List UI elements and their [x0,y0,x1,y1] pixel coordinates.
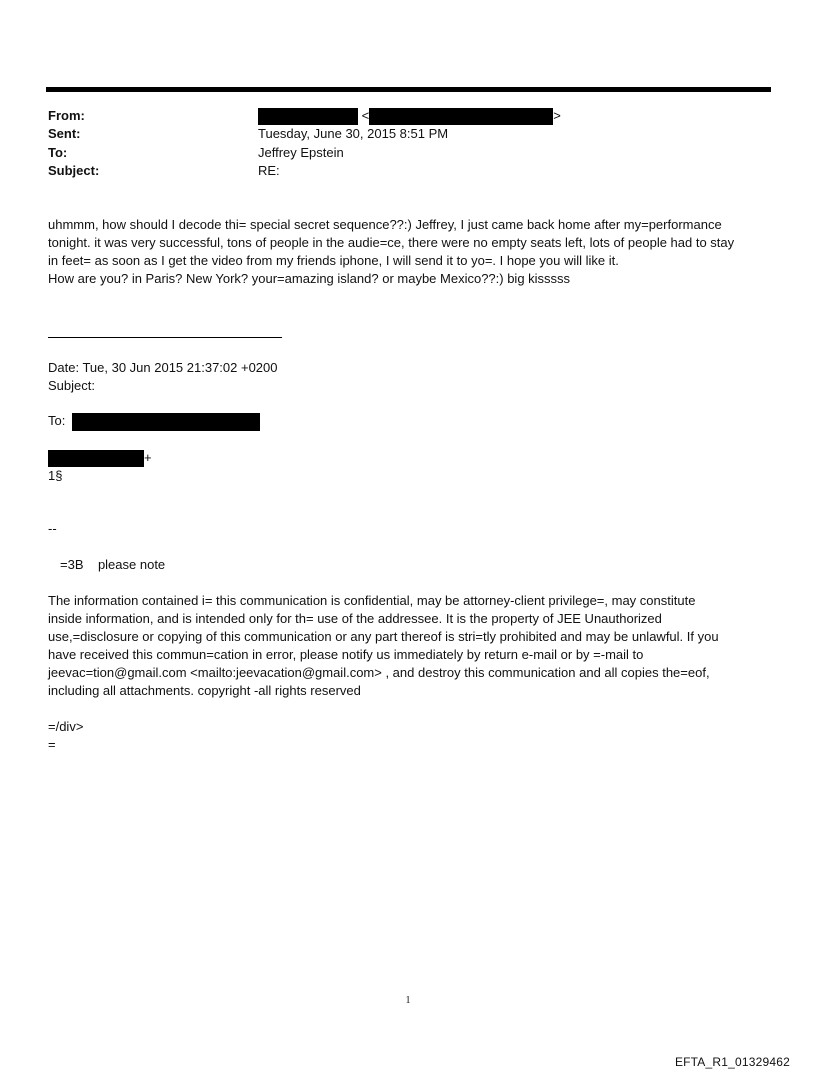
redacted-sender-name [258,108,358,125]
disclaimer-line: The information contained i= this communication is confidential, may be attorney-client privilege=, may constitute [48,593,696,608]
bates-number: EFTA_R1_01329462 [674,1055,790,1069]
to-row [48,144,768,162]
disclaimer-line: jeevac=tion@gmail.com <mailto:jeevacation@gmail.com> , and destroy this communication and all copies the=eof, [48,665,710,680]
subject-label: Subject: [48,163,100,178]
quoted-code: 1§ [48,468,63,483]
quote-separator [48,337,282,338]
message-body [48,216,758,288]
from-value [258,107,561,125]
body-line: in feet= as soon as I get the video from my friends iphone, I will send it to yo=. I hope you will like it. [48,253,619,268]
disclaimer-line: including all attachments. copyright -all rights reserved [48,683,361,698]
quoted-plus: + [144,450,152,465]
subject-row [48,162,768,180]
body-line: uhmmm, how should I decode thi= special secret sequence??:) Jeffrey, I just came back home after my=performance [48,217,722,232]
from-row [48,107,768,125]
sent-label: Sent: [48,126,81,141]
redacted-sender-email [369,108,553,125]
page-number: 1 [405,995,411,1006]
quoted-note: =3B please note [60,557,166,572]
subject-value: RE: [258,163,280,178]
quoted-redacted-row [48,449,152,467]
quoted-to-label: To: [48,413,66,428]
disclaimer-line: have received this commun=cation in error, please notify us immediately by return e-mail or by =-mail to [48,647,644,662]
from-gt: > [553,108,561,123]
from-lt: < [361,108,370,123]
disclaimer-line: inside information, and is intended only for th= use of the addressee. It is the property of JEE Unauthorized [48,611,662,626]
quoted-date: Date: Tue, 30 Jun 2015 21:37:02 +0200 [48,360,278,375]
redacted-block [48,450,144,467]
sent-value: Tuesday, June 30, 2015 8:51 PM [258,126,449,141]
body-line: How are you? in Paris? New York? your=amazing island? or maybe Mexico??:) big kisssss [48,271,571,286]
to-value: Jeffrey Epstein [258,145,344,160]
sent-row [48,125,768,143]
disclaimer-paragraph [48,592,758,700]
tail-eq-line: = [48,737,56,752]
quoted-dashes: -- [48,521,57,536]
tail-div-line: =/div> [48,719,84,734]
disclaimer-line: use,=disclosure or copying of this communication or any part thereof is stri=tly prohibited and may be unlawful. If you [48,629,719,644]
quoted-to-row [48,412,260,431]
header-rule [46,87,771,92]
quoted-subject: Subject: [48,378,95,393]
redacted-recipient [72,413,260,431]
to-label: To: [48,145,68,160]
body-line: tonight. it was very successful, tons of people in the audie=ce, there were no empty seats left, lots of people had to stay [48,235,735,250]
from-label: From: [48,108,85,123]
